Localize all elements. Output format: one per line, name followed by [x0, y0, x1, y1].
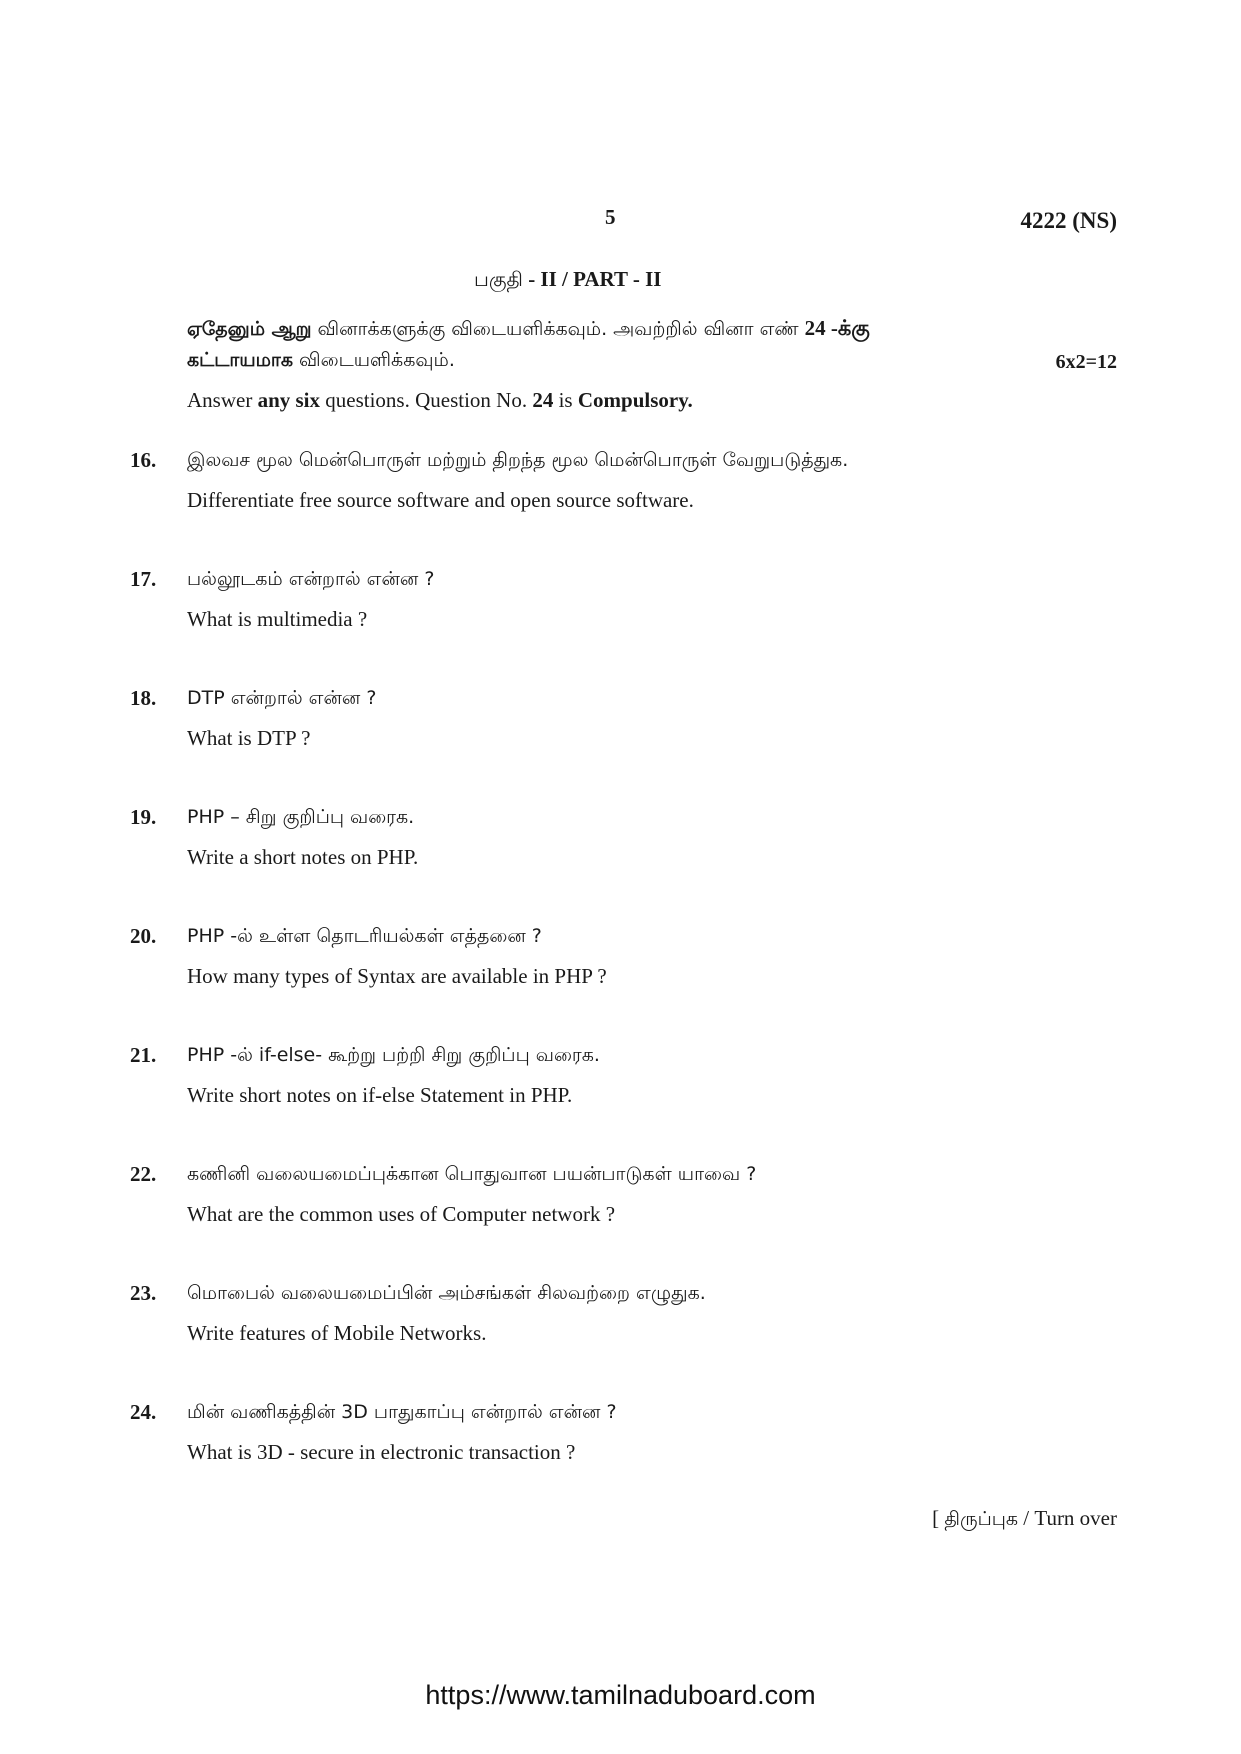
question-number: 20. — [130, 924, 157, 948]
question-number: 19. — [130, 805, 157, 829]
question-tamil: DTP என்றால் என்ன ? — [187, 687, 377, 709]
instruction-en-e: is — [553, 388, 578, 412]
instruction-tamil-emphasis: ஏதேனும் ஆறு — [187, 318, 312, 340]
question-english: What is DTP ? — [187, 726, 311, 750]
turn-over-tamil: திருப்புக — [944, 1508, 1019, 1530]
question-english: What are the common uses of Computer network ? — [187, 1202, 616, 1226]
instruction-tamil-compulsory: கட்டாயமாக — [187, 349, 293, 371]
question-item — [0, 448, 1241, 528]
question-item — [0, 1281, 1241, 1361]
question-english: What is 3D - secure in electronic transaction ? — [187, 1440, 576, 1464]
question-item — [0, 567, 1241, 647]
question-english: What is multimedia ? — [187, 607, 368, 631]
question-english: How many types of Syntax are available in PHP ? — [187, 964, 607, 988]
question-number: 21. — [130, 1043, 157, 1067]
question-item — [0, 924, 1241, 1004]
question-number: 18. — [130, 686, 157, 710]
question-item — [0, 1400, 1241, 1480]
question-number: 17. — [130, 567, 157, 591]
paper-code: 4222 (NS) — [1020, 208, 1117, 233]
turn-over-english: / Turn over — [1018, 1506, 1117, 1530]
instruction-tamil-text-2: விடையளிக்கவும். — [292, 349, 455, 371]
turn-over-bracket: [ — [932, 1506, 945, 1530]
question-tamil: மொபைல் வலையமைப்பின் அம்சங்கள் சிலவற்றை எழுதுக. — [187, 1282, 706, 1304]
question-item — [0, 1043, 1241, 1123]
website-watermark: https://www.tamilnaduboard.com — [425, 1680, 816, 1710]
question-item — [0, 805, 1241, 885]
instruction-tamil-text: வினாக்களுக்கு விடையளிக்கவும். அவற்றில் வினா எண் — [311, 318, 805, 340]
question-english: Write short notes on if-else Statement in PHP. — [187, 1083, 573, 1107]
question-english: Write a short notes on PHP. — [187, 845, 419, 869]
instruction-en-b: any six — [257, 388, 321, 412]
instruction-en-f: Compulsory. — [577, 388, 693, 412]
question-number: 16. — [130, 448, 157, 472]
question-tamil: PHP – சிறு குறிப்பு வரைக. — [187, 806, 415, 828]
instruction-en-a: Answer — [187, 388, 258, 412]
marks-scheme: 6x2=12 — [1055, 351, 1117, 373]
question-tamil: PHP -ல் if-else- கூற்று பற்றி சிறு குறிப்பு வரைக. — [187, 1044, 600, 1066]
question-item — [0, 1162, 1241, 1242]
instruction-tamil-line-1 — [187, 316, 870, 343]
part-title — [474, 267, 661, 294]
question-tamil: கணினி வலையமைப்புக்கான பொதுவான பயன்பாடுகள் யாவை ? — [187, 1163, 757, 1185]
question-english: Write features of Mobile Networks. — [187, 1321, 487, 1345]
question-item — [0, 686, 1241, 766]
instruction-compulsory-number: 24 -க்கு — [804, 316, 870, 340]
question-number: 23. — [130, 1281, 157, 1305]
question-tamil: பல்லூடகம் என்றால் என்ன ? — [187, 568, 435, 590]
instruction-en-c: questions. Question No. — [320, 388, 533, 412]
question-number: 24. — [130, 1400, 157, 1424]
question-tamil: மின் வணிகத்தின் 3D பாதுகாப்பு என்றால் என்ன ? — [187, 1401, 617, 1423]
question-tamil: PHP -ல் உள்ள தொடரியல்கள் எத்தனை ? — [187, 925, 542, 947]
question-number: 22. — [130, 1162, 157, 1186]
instruction-english — [187, 388, 693, 413]
question-english: Differentiate free source software and open source software. — [187, 488, 694, 512]
instruction-en-d: 24 — [532, 388, 554, 412]
turn-over-note — [932, 1506, 1117, 1533]
question-tamil: இலவச மூல மென்பொருள் மற்றும் திறந்த மூல மென்பொருள் வேறுபடுத்துக. — [187, 449, 849, 471]
instruction-tamil-line-2 — [187, 349, 455, 374]
part-title-tamil: பகுதி — [474, 267, 523, 291]
part-title-rest: - II / PART - II — [522, 267, 662, 291]
page-number: 5 — [605, 205, 616, 229]
